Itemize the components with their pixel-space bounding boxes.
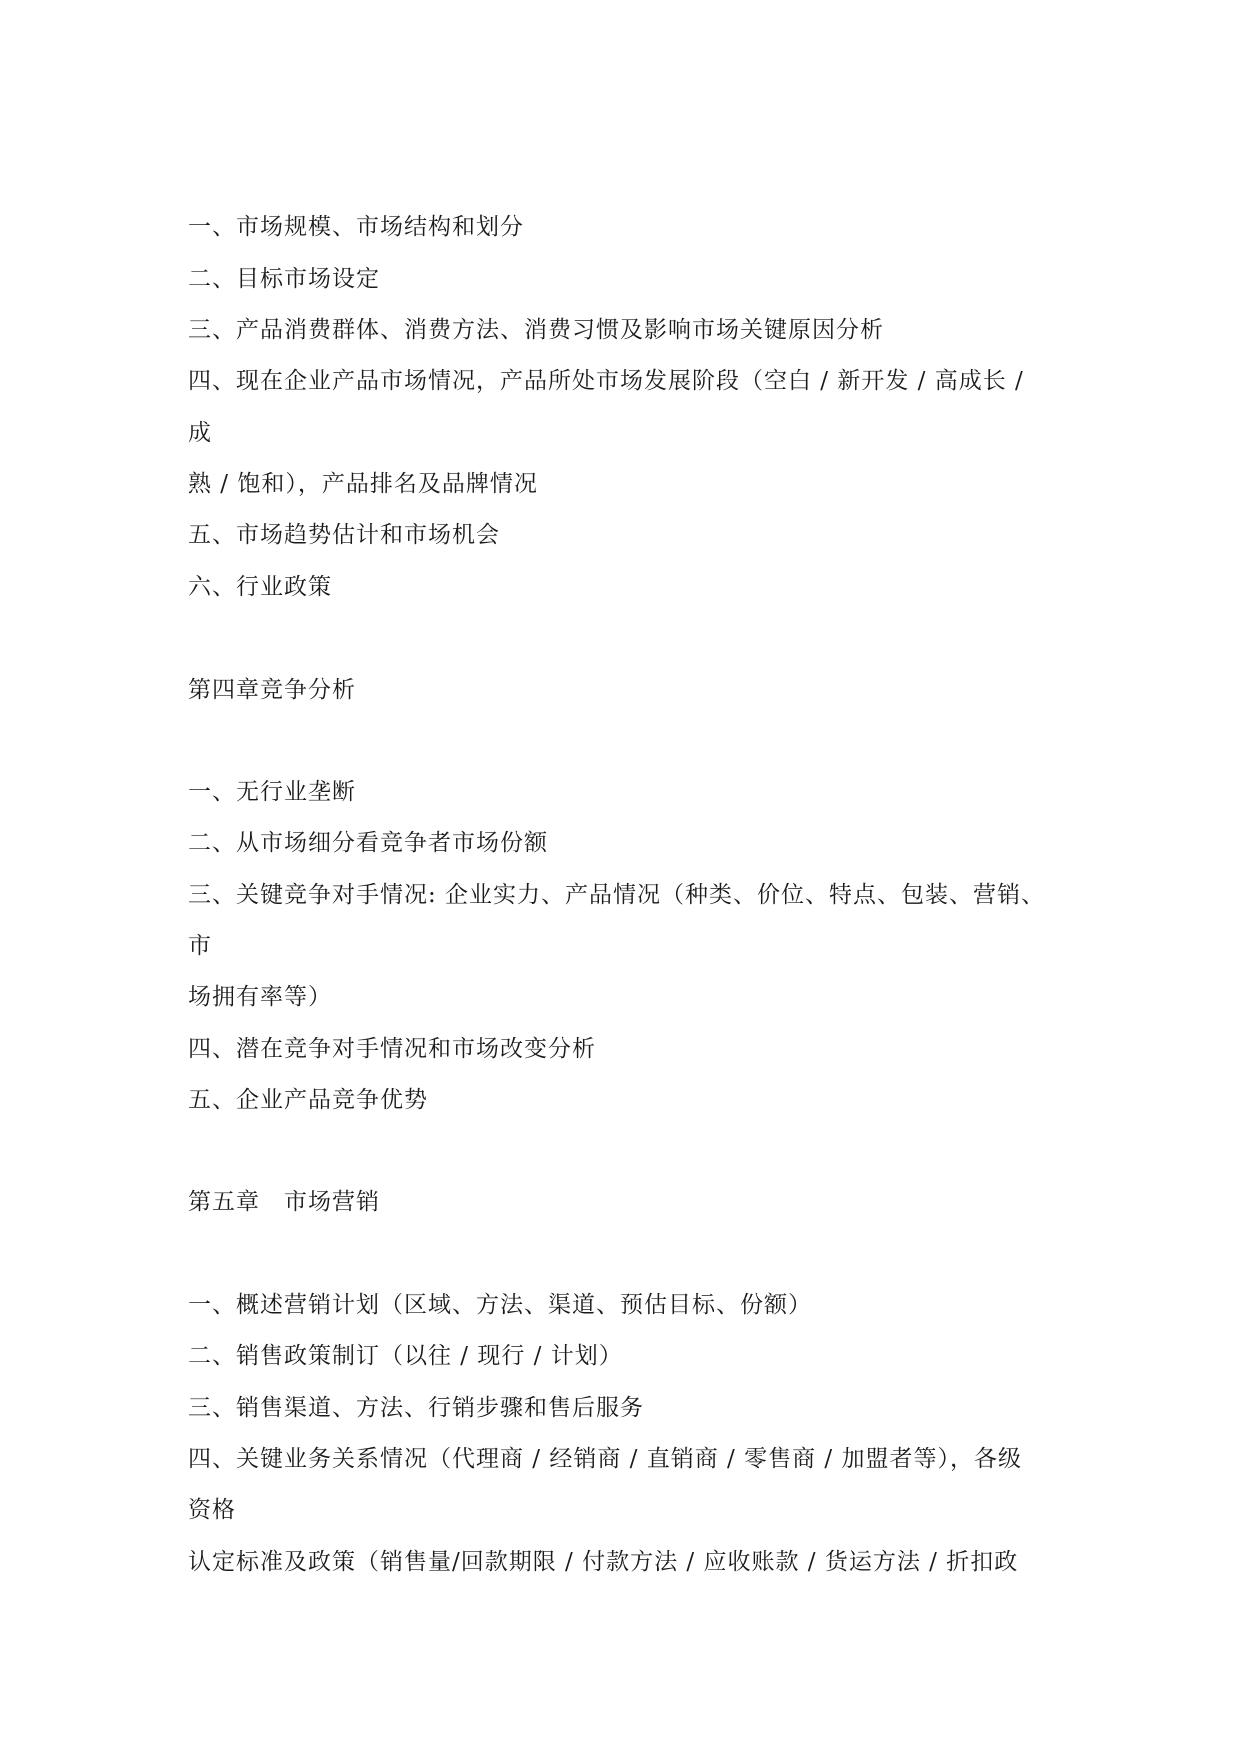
- list-item: 四、关键业务关系情况（代理商 / 经销商 / 直销商 / 零售商 / 加盟者等），各级: [188, 1446, 1022, 1472]
- list-item-continuation: 熟 / 饱和），产品排名及品牌情况: [188, 471, 538, 497]
- list-item: 四、潜在竞争对手情况和市场改变分析: [188, 1036, 596, 1062]
- list-item: 一、概述营销计划（区域、方法、渠道、预估目标、份额）: [188, 1292, 812, 1318]
- list-item: 二、销售政策制订（以往 / 现行 / 计划）: [188, 1343, 623, 1369]
- list-item: 一、市场规模、市场结构和划分: [188, 214, 524, 240]
- list-item: 三、产品消费群体、消费方法、消费习惯及影响市场关键原因分析: [188, 317, 884, 343]
- list-item-continuation: 资格: [188, 1497, 236, 1523]
- list-item: 三、销售渠道、方法、行销步骤和售后服务: [188, 1395, 644, 1421]
- chapter-heading: 第四章竞争分析: [188, 677, 356, 703]
- list-item: 一、无行业垄断: [188, 779, 356, 805]
- list-item-continuation: 认定标准及政策（销售量/回款期限 / 付款方法 / 应收账款 / 货运方法 / 折扣政: [188, 1549, 1019, 1575]
- list-item: 二、目标市场设定: [188, 266, 380, 292]
- list-item: 三、关键竞争对手情况: 企业实力、产品情况（种类、价位、特点、包装、营销、: [188, 882, 1046, 908]
- list-item: 六、行业政策: [188, 574, 332, 600]
- list-item-continuation: 场拥有率等）: [188, 984, 332, 1010]
- list-item: 二、从市场细分看竞争者市场份额: [188, 830, 548, 856]
- list-item: 五、市场趋势估计和市场机会: [188, 522, 500, 548]
- chapter-heading: 第五章 市场营销: [188, 1189, 380, 1215]
- list-item-continuation: 市: [188, 933, 212, 959]
- list-item: 五、企业产品竞争优势: [188, 1087, 428, 1113]
- list-item: 四、现在企业产品市场情况，产品所处市场发展阶段（空白 / 新开发 / 高成长 /: [188, 368, 1024, 394]
- list-item-continuation: 成: [188, 420, 212, 446]
